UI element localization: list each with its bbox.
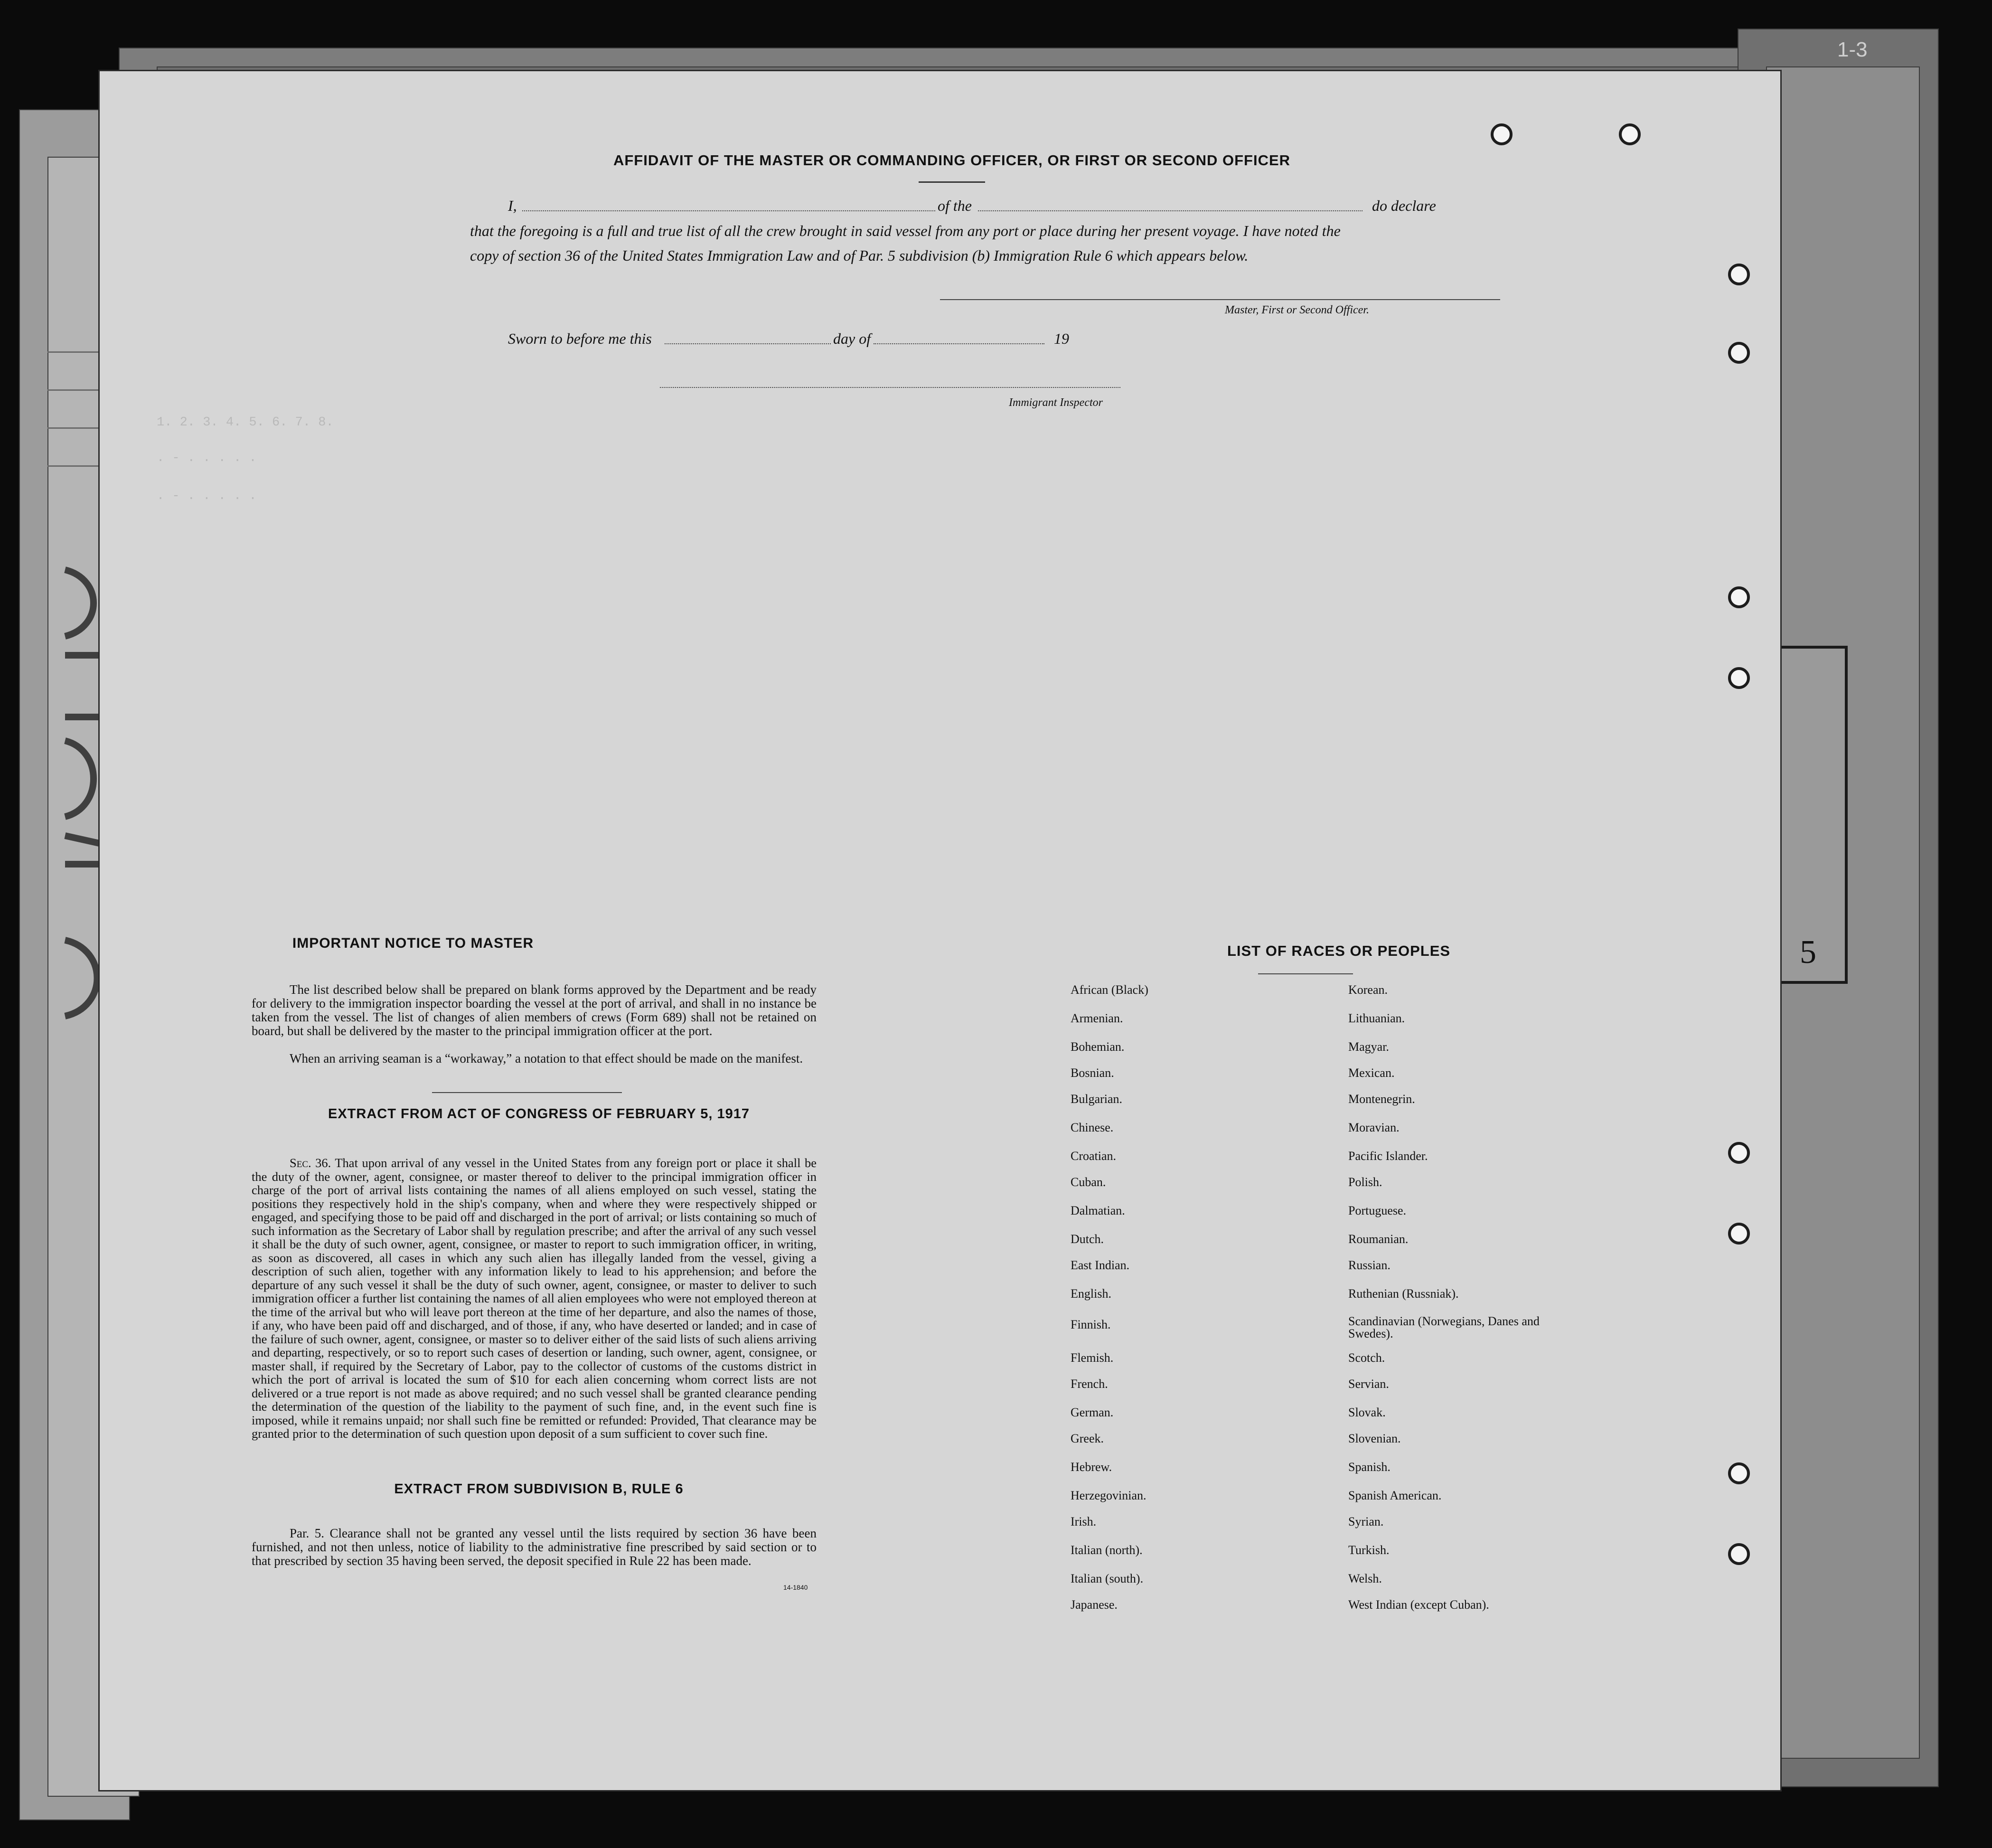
rule-paragraph: Par. 5. Clearance shall not be granted any vessel until the lists required by section 36 have been furnished, and not then unless, notice of liability to the administrative fine prescribed by said section or to that prescribed by section 35 having been served, the deposit specified in Rule 22 has been made. (252, 1526, 817, 1568)
vessel-blank[interactable] (978, 210, 1362, 211)
race-left-item: Greek. (1071, 1432, 1104, 1445)
binder-hole (1728, 264, 1750, 285)
bleed-through-text: 1. 2. 3. 4. 5. 6. 7. 8. (157, 415, 334, 430)
race-right-item: Mexican. (1348, 1066, 1395, 1080)
form-page (100, 71, 1780, 1790)
binder-hole (1728, 1223, 1750, 1245)
race-right-item: Moravian. (1348, 1121, 1400, 1134)
section-label: Sec. 36. (290, 1156, 331, 1170)
race-left-item: French. (1071, 1377, 1108, 1391)
race-left-item: Herzegovinian. (1071, 1489, 1146, 1502)
race-left-item: Chinese. (1071, 1121, 1114, 1134)
race-right-item: Ruthenian (Russniak). (1348, 1287, 1459, 1301)
race-right-item: Welsh. (1348, 1572, 1382, 1585)
form-number: 14-1840 (783, 1584, 808, 1591)
affidavit-line-2: that the foregoing is a full and true list of all the crew brought in said vessel from any port or place during her present voyage. I have noted the (470, 222, 1341, 239)
race-left-item: Dalmatian. (1071, 1204, 1125, 1217)
race-right-item: Magyar. (1348, 1040, 1389, 1054)
stamp-box (1778, 646, 1848, 984)
affidavit-of-the-label: of the (938, 197, 972, 214)
stamp-number: 5 (1800, 934, 1816, 971)
section-body: That upon arrival of any vessel in the United States from any foreign port or place it shall be the duty of the owner, agent, consignee, or master thereof to deliver to the principal immigration officer in charge of the port of arrival lists containing the names of all aliens employed on such vessel, stating the positions they respectively hold in the ship's company, when and where they were respectively shipped or engaged, and specifying those to be paid off and discharged in the port of arrival; or lists containing so much of such information as the Secretary of Labor shall by regulation prescribe; and after the arrival of any such vessel it shall be the duty of such owner, agent, consignee, or master to report to such immigration officer, in writing, as soon as discovered, all cases in which any such alien has illegally landed from the vessel, giving a description of such alien, together with any information likely to lead to his apprehension; and before the departure of any such vessel it shall be the duty of such owner, agent, consignee, or master to deliver to such immigration officer a further list containing the names of all alien employees who were not employed thereon at the time of the arrival but who will leave port thereon at the time of her departure, and also the names of those, if any, who have been paid off and discharged, and of those, if any, who have deserted or landed; and in case of the failure of such owner, agent, consignee, or master so to deliver either of the said lists of such aliens arriving and departing, respectively, or so to report such cases of desertion or landing, such owner, agent, consignee, or master shall, if required by the Secretary of Labor, pay to the collector of customs of the customs district in which the port of arrival is located the sum of $10 for each alien concerning whom correct lists are not delivered or a true report is not made as above required; and no such vessel shall be granted clearance pending the determination of the question of the liability to the payment of such fine, and, in the event such fine is imposed, while it remains unpaid; nor shall such fine be remitted or refunded: Provided, That clearance may be granted prior to the determination of such question upon deposit of a sum sufficient to cover such fine. (252, 1156, 817, 1441)
binder-hole (1728, 1142, 1750, 1164)
notice-paragraph: The list described below shall be prepared on blank forms approved by the Department and be ready for delivery to the immigration inspector boarding the vessel at the port of arrival, and shall in no instance be taken from the vessel. The list of changes of alien members of crews (Form 689) shall not be retained on board, but shall be delivered by the master to the principal immigration officer at the port. (252, 982, 817, 1038)
extract-rule-title: EXTRACT FROM SUBDIVISION B, RULE 6 (394, 1481, 684, 1497)
binder-hole (1619, 123, 1641, 145)
binder-hole (1728, 342, 1750, 364)
divider (1258, 973, 1353, 974)
race-right-item: Russian. (1348, 1258, 1391, 1272)
affidavit-title: AFFIDAVIT OF THE MASTER OR COMMANDING OFFICER, OR FIRST OR SECOND OFFICER (613, 152, 1291, 169)
sworn-month-blank[interactable] (874, 343, 1044, 344)
extract-act-title: EXTRACT FROM ACT OF CONGRESS OF FEBRUARY 5, 1917 (328, 1106, 750, 1122)
race-left-item: English. (1071, 1287, 1111, 1301)
race-left-item: African (Black) (1071, 983, 1148, 997)
divider (432, 1092, 622, 1093)
race-right-item: Scotch. (1348, 1351, 1385, 1365)
day-of-label: day of (833, 330, 871, 347)
divider (919, 181, 985, 183)
year-prefix: 19 (1054, 330, 1069, 347)
race-left-item: Irish. (1071, 1515, 1097, 1528)
race-right-item: Polish. (1348, 1175, 1382, 1189)
affidavit-line-3: copy of section 36 of the United States Immigration Law and of Par. 5 subdivision (b) Immigration Rule 6 which appears below. (470, 247, 1249, 264)
race-left-item: Bohemian. (1071, 1040, 1125, 1054)
race-left-item: Croatian. (1071, 1149, 1117, 1163)
race-right-item: Syrian. (1348, 1515, 1384, 1528)
bleed-through-text: . - . . . . . (157, 489, 257, 503)
race-right-item: West Indian (except Cuban). (1348, 1598, 1489, 1612)
race-right-item: Pacific Islander. (1348, 1149, 1428, 1163)
race-right-item: Montenegrin. (1348, 1092, 1415, 1106)
race-left-item: Armenian. (1071, 1011, 1123, 1025)
notice-title: IMPORTANT NOTICE TO MASTER (292, 935, 534, 951)
race-right-item: Roumanian. (1348, 1232, 1409, 1246)
affidavit-i-label: I, (508, 197, 517, 214)
race-left-item: Italian (north). (1071, 1543, 1143, 1557)
race-left-item: Japanese. (1071, 1598, 1118, 1612)
name-blank[interactable] (522, 210, 935, 211)
race-left-item: Finnish. (1071, 1318, 1111, 1331)
sworn-day-blank[interactable] (665, 343, 831, 344)
race-right-item: Spanish American. (1348, 1489, 1442, 1502)
binder-hole (1491, 123, 1513, 145)
binder-hole (1728, 1543, 1750, 1565)
affidavit-declare-label: do declare (1372, 197, 1436, 214)
race-right-item: Portuguese. (1348, 1204, 1407, 1217)
race-right-item: Servian. (1348, 1377, 1389, 1391)
race-left-item: East Indian. (1071, 1258, 1130, 1272)
races-title: LIST OF RACES OR PEOPLES (1227, 943, 1451, 959)
inspector-signature-line[interactable] (660, 387, 1120, 388)
race-left-item: Dutch. (1071, 1232, 1104, 1246)
race-left-item: Bosnian. (1071, 1066, 1114, 1080)
notice-paragraph-workaway: When an arriving seaman is a “workaway,” a notation to that effect should be made on the manifest. (290, 1051, 803, 1065)
race-right-item: Scandinavian (Norwegians, Danes and Swedes). (1348, 1314, 1540, 1340)
sworn-label: Sworn to before me this (508, 330, 652, 347)
race-right-item: Lithuanian. (1348, 1011, 1405, 1025)
race-left-item: Bulgarian. (1071, 1092, 1123, 1106)
race-left-item: Flemish. (1071, 1351, 1114, 1365)
section-36-text (252, 1156, 817, 1441)
race-right-item: Korean. (1348, 983, 1388, 997)
race-right-item: Turkish. (1348, 1543, 1390, 1557)
signature-line[interactable] (940, 299, 1500, 300)
binder-hole (1728, 667, 1750, 689)
race-right-item: Slovak. (1348, 1405, 1386, 1419)
margin-note: 1-3 (1837, 38, 1868, 61)
race-left-item: Italian (south). (1071, 1572, 1144, 1585)
race-right-item: Slovenian. (1348, 1432, 1401, 1445)
race-right-item: Spanish. (1348, 1460, 1391, 1474)
inspector-caption: Immigrant Inspector (1009, 396, 1103, 409)
race-left-item: Hebrew. (1071, 1460, 1112, 1474)
race-left-item: German. (1071, 1405, 1114, 1419)
binder-hole (1728, 1462, 1750, 1484)
race-left-item: Cuban. (1071, 1175, 1106, 1189)
bleed-through-text: . - . . . . . (157, 451, 257, 465)
binder-hole (1728, 586, 1750, 608)
signature-caption: Master, First or Second Officer. (1225, 304, 1369, 316)
